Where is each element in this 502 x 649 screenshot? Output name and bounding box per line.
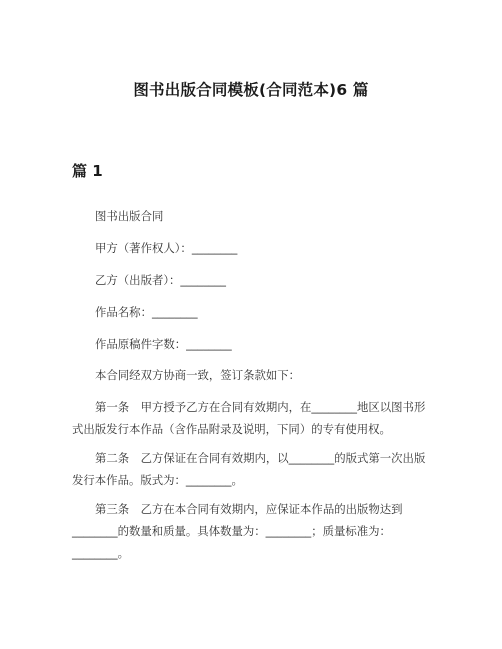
paragraph: 第二条 乙方保证在合同有效期内，以________的版式第一次出版发行本作品。版式为：________。 xyxy=(72,451,426,487)
paragraph: 作品名称：________ xyxy=(95,305,198,319)
document-title: 图书出版合同模板(合同范本)6 篇 xyxy=(133,81,369,99)
paragraph: 作品原稿件字数：________ xyxy=(95,337,232,351)
paragraph: 乙方（出版者）：________ xyxy=(95,273,226,287)
paragraph: 甲方（著作权人）：________ xyxy=(95,241,238,255)
paragraph: 第一条 甲方授予乙方在合同有效期内，在________地区以图书形式出版发行本作品（含作品附录及说明，下同）的专有使用权。 xyxy=(72,400,426,436)
paragraph: 本合同经双方协商一致，签订条款如下： xyxy=(95,368,301,382)
paragraph: 图书出版合同 xyxy=(95,209,164,223)
section-heading: 篇 1 xyxy=(72,162,103,180)
paragraph: 第三条 乙方在本合同有效期内，应保证本作品的出版物达到________的数量和质量。具体数量为：________；质量标准为：________。 xyxy=(72,502,403,560)
